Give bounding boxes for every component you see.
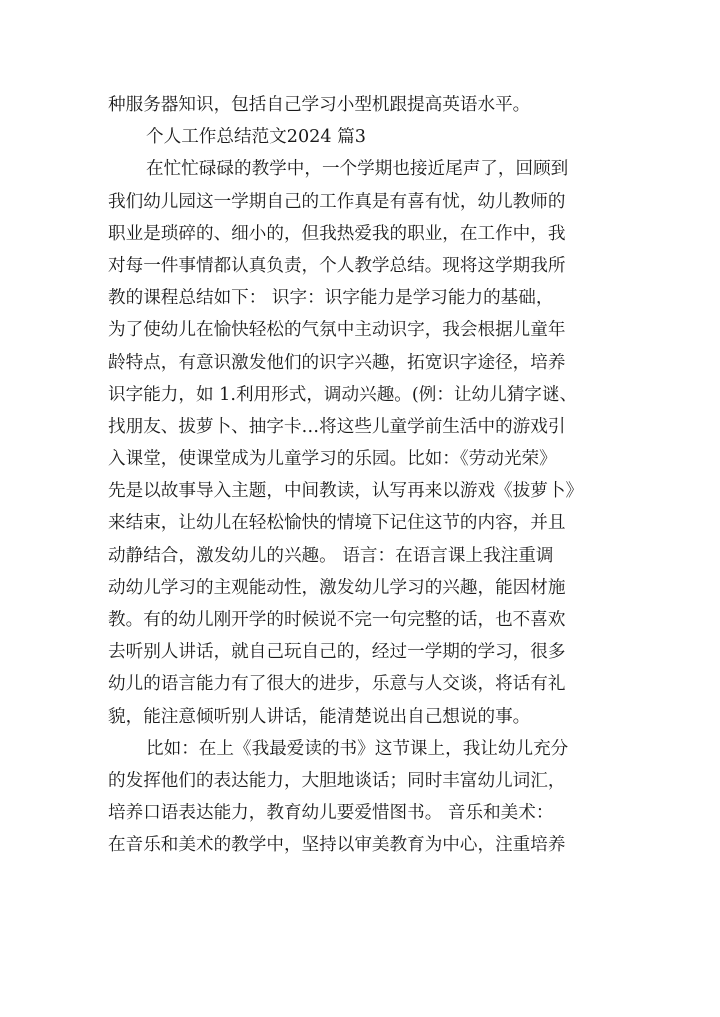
- text-line: 识字能力，如 1.利用形式，调动兴趣。(例：让幼儿猜字谜、: [108, 384, 578, 405]
- text-line: 动静结合，激发幼儿的兴趣。 语言：在语言课上我注重调: [108, 545, 554, 566]
- text-line: 教。有的幼儿刚开学的时候说不完一句完整的话，也不喜欢: [108, 610, 566, 630]
- text-line: 在音乐和美术的教学中，坚持以审美教育为中心，注重培养: [108, 835, 566, 856]
- text-line: 的发挥他们的表达能力，大胆地谈话；同时丰富幼儿词汇，: [108, 770, 566, 791]
- text-line: 培养口语表达能力，教育幼儿要爱惜图书。 音乐和美术：: [108, 803, 554, 824]
- text-line: 幼儿的语言能力有了很大的进步，乐意与人交谈，将话有礼: [108, 674, 566, 695]
- text-line: 职业是琐碎的、细小的，但我热爱我的职业，在工作中，我: [108, 223, 566, 244]
- text-line: 找朋友、拔萝卜、抽字卡…将这些儿童学前生活中的游戏引: [108, 416, 566, 437]
- text-line: 入课堂，使课堂成为儿童学习的乐园。比如：《劳动光荣》: [108, 449, 557, 470]
- section-heading: 个人工作总结范文2024 篇3: [146, 127, 366, 148]
- document-body: [108, 89, 628, 862]
- text-line: 我们幼儿园这一学期自己的工作真是有喜有忧，幼儿教师的: [108, 191, 566, 212]
- text-line: 比如：在上《我最爱读的书》这节课上，我让幼儿充分: [146, 738, 569, 759]
- text-line: 貌，能注意倾听别人讲话，能清楚说出自己想说的事。: [108, 706, 531, 727]
- text-line: 对每一件事情都认真负责，个人教学总结。现将这学期我所: [108, 255, 566, 276]
- text-line: 来结束，让幼儿在轻松愉快的情境下记住这节的内容，并且: [108, 513, 566, 534]
- text-line: 教的课程总结如下： 识字：识字能力是学习能力的基础，: [108, 288, 554, 309]
- text-line: 种服务器知识，包括自己学习小型机跟提高英语水平。: [108, 95, 531, 115]
- text-line: 龄特点，有意识激发他们的识字兴趣，拓宽识字途径，培养: [108, 352, 566, 373]
- text-line: 先是以故事导入主题，中间教读，认写再来以游戏《拔萝卜》: [108, 481, 584, 502]
- text-line: 动幼儿学习的主观能动性，激发幼儿学习的兴趣，能因材施: [108, 577, 566, 598]
- text-line: 在忙忙碌碌的教学中，一个学期也接近尾声了，回顾到: [146, 159, 569, 180]
- text-line: 去听别人讲话，就自己玩自己的，经过一学期的学习，很多: [108, 642, 566, 663]
- text-line: 为了使幼儿在愉快轻松的气氛中主动识字，我会根据儿童年: [108, 320, 566, 341]
